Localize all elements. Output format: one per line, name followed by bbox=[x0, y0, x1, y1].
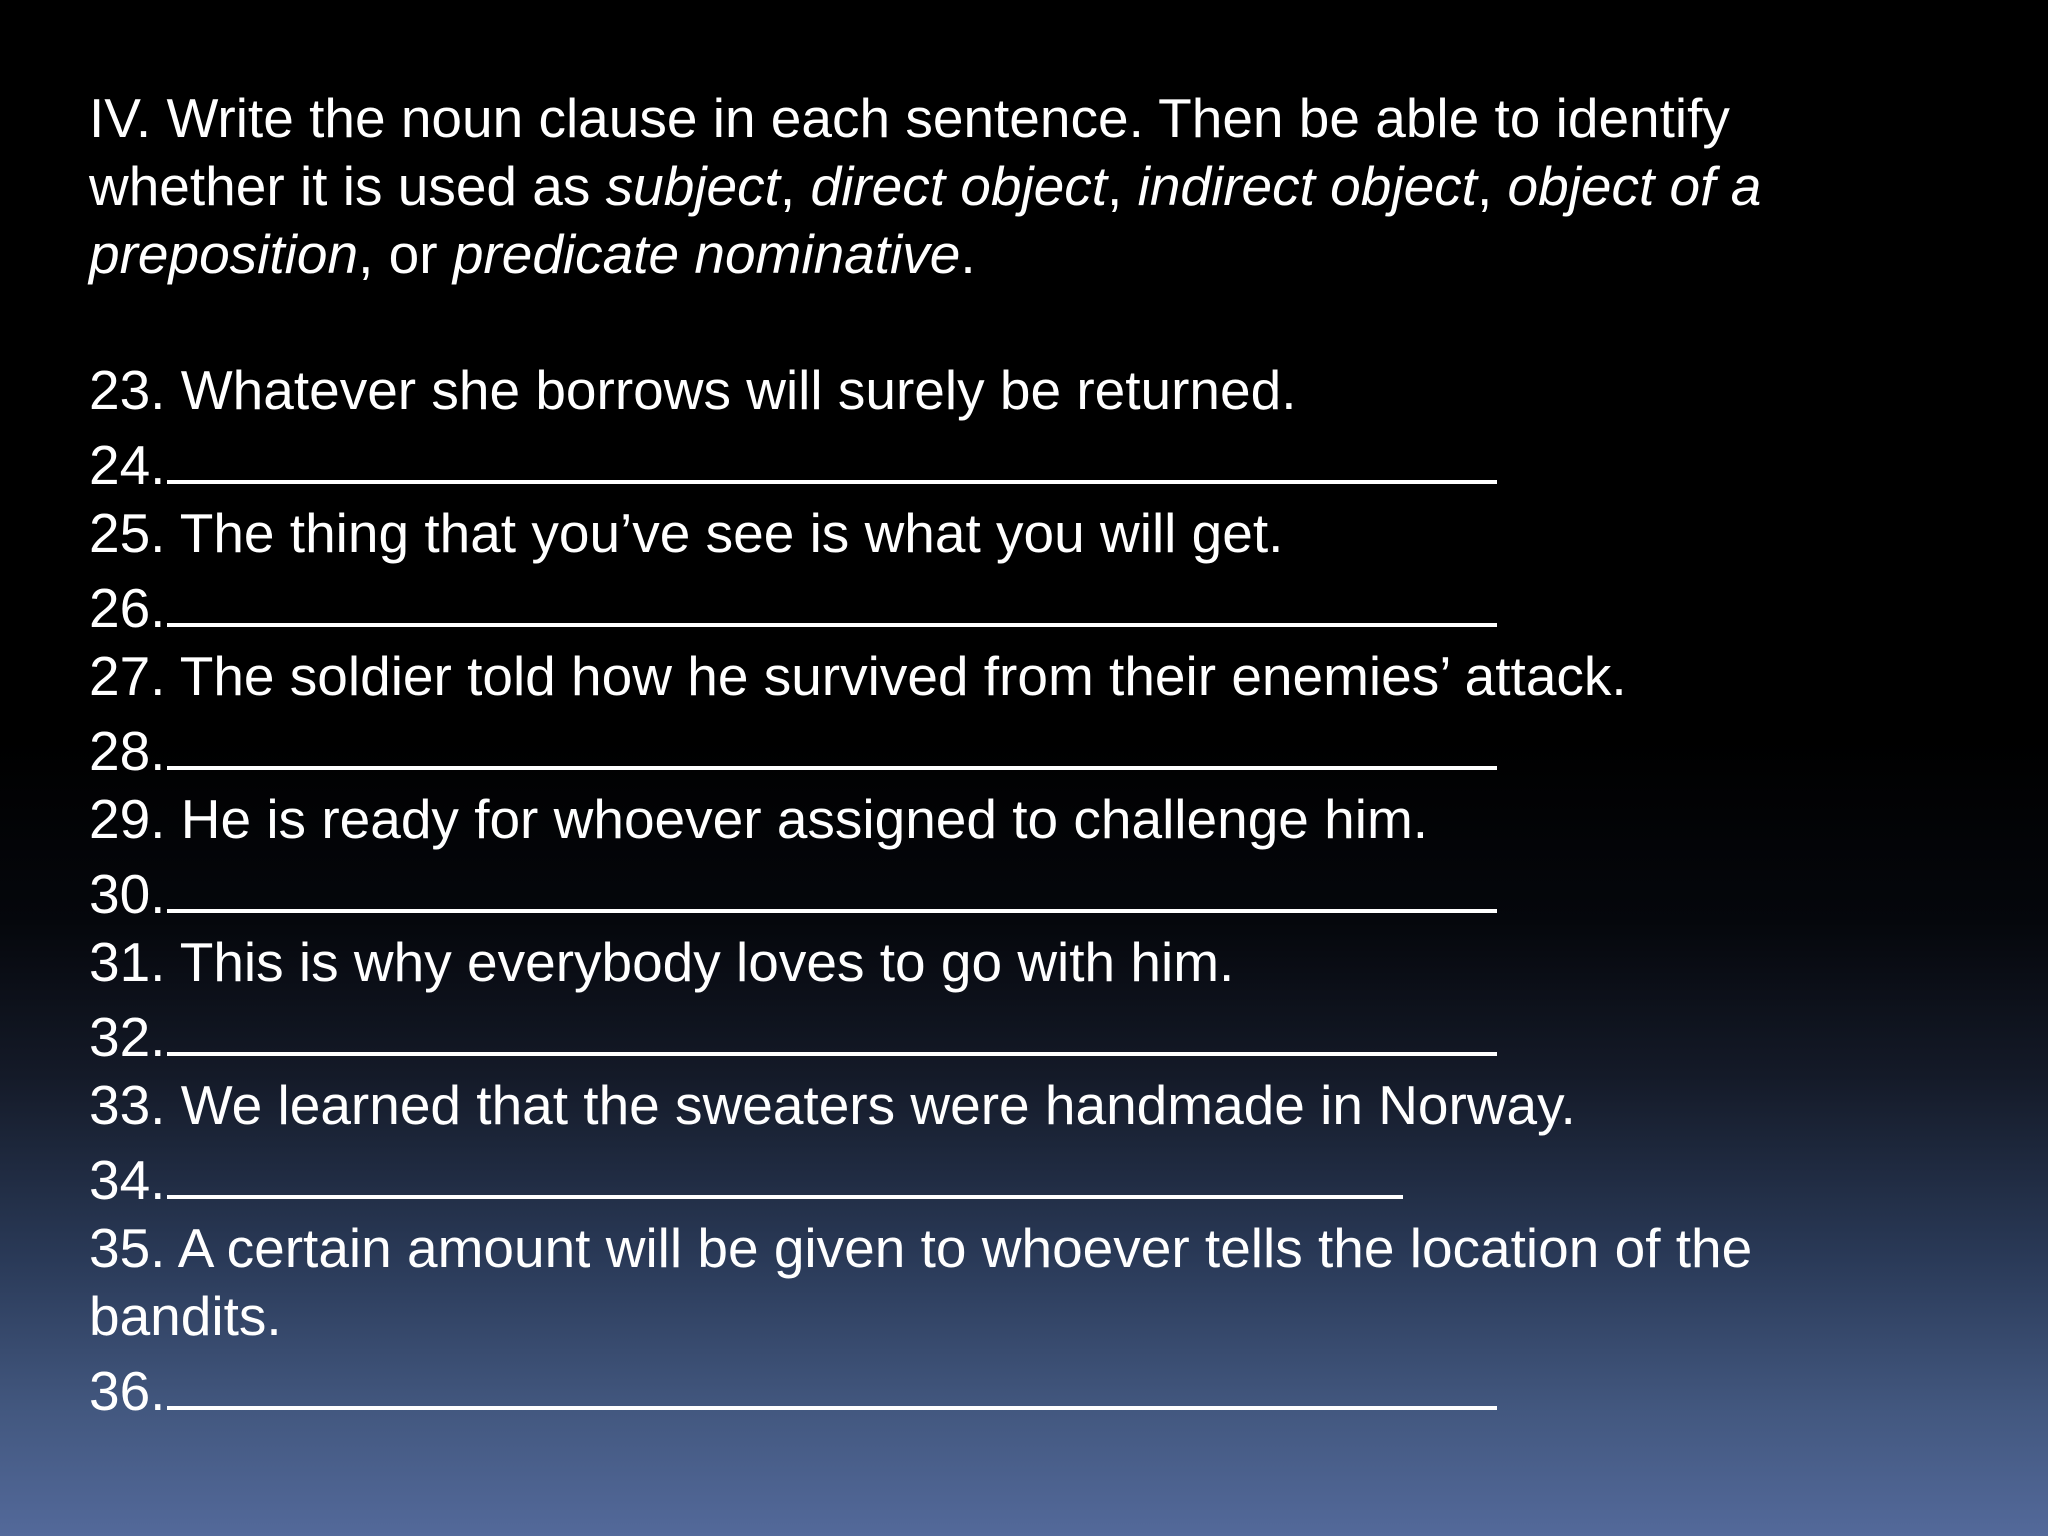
answer-blank[interactable] bbox=[167, 1139, 1403, 1199]
answer-number: 34. bbox=[89, 1149, 166, 1211]
answer-number: 28. bbox=[89, 720, 166, 782]
answer-blank[interactable] bbox=[167, 424, 1497, 484]
separator: , bbox=[779, 155, 811, 217]
sentence-23 bbox=[89, 356, 1989, 424]
separator: , bbox=[1107, 155, 1138, 217]
sentence-29 bbox=[89, 785, 1989, 853]
answer-blank[interactable] bbox=[167, 996, 1497, 1056]
sentence-text: 33. We learned that the sweaters were handmade in Norway. bbox=[89, 1074, 1576, 1136]
sentence-text: bandits. bbox=[89, 1285, 282, 1347]
sentence-text: 35. A certain amount will be given to whoever tells the location of the bbox=[89, 1217, 1753, 1279]
answer-number: 24. bbox=[89, 434, 166, 496]
answer-32 bbox=[89, 996, 1989, 1071]
sentence-33 bbox=[89, 1071, 1989, 1139]
separator: , bbox=[1476, 155, 1508, 217]
sentence-25 bbox=[89, 499, 1989, 567]
sentence-text: 25. The thing that you’ve see is what you will get. bbox=[89, 502, 1284, 564]
role-object-of-preposition-cont: preposition bbox=[89, 223, 359, 285]
answer-28 bbox=[89, 710, 1989, 785]
answer-blank[interactable] bbox=[167, 710, 1497, 770]
role-predicate-nominative: predicate nominative bbox=[452, 223, 961, 285]
answer-36 bbox=[89, 1350, 1989, 1425]
answer-number: 30. bbox=[89, 863, 166, 925]
sentence-text: 27. The soldier told how he survived from their enemies’ attack. bbox=[89, 645, 1627, 707]
answer-number: 26. bbox=[89, 577, 166, 639]
answer-30 bbox=[89, 853, 1989, 928]
instructions-text: whether it is used as bbox=[89, 155, 606, 217]
answer-26 bbox=[89, 567, 1989, 642]
sentence-35 bbox=[89, 1214, 1989, 1282]
answer-blank[interactable] bbox=[167, 567, 1497, 627]
instructions-text: IV. Write the noun clause in each sentence. Then be able to identify bbox=[89, 87, 1730, 149]
answer-number: 36. bbox=[89, 1360, 166, 1422]
answer-blank[interactable] bbox=[167, 853, 1497, 913]
role-object-of-preposition: object of a bbox=[1507, 155, 1762, 217]
slide-content bbox=[89, 84, 1989, 1425]
sentence-text: 31. This is why everybody loves to go with him. bbox=[89, 931, 1235, 993]
instructions bbox=[89, 84, 1989, 288]
sentence-text: 29. He is ready for whoever assigned to challenge him. bbox=[89, 788, 1429, 850]
period: . bbox=[960, 223, 976, 285]
sentence-35-cont bbox=[89, 1282, 1989, 1350]
answer-blank[interactable] bbox=[167, 1350, 1497, 1410]
sentence-31 bbox=[89, 928, 1989, 996]
answer-24 bbox=[89, 424, 1989, 499]
role-indirect-object: indirect object bbox=[1137, 155, 1477, 217]
answer-34 bbox=[89, 1139, 1989, 1214]
answer-number: 32. bbox=[89, 1006, 166, 1068]
role-direct-object: direct object bbox=[810, 155, 1108, 217]
sentence-text: 23. Whatever she borrows will surely be returned. bbox=[89, 359, 1297, 421]
instructions-line-2 bbox=[89, 152, 1989, 220]
instructions-line-1 bbox=[89, 84, 1989, 152]
role-subject: subject bbox=[605, 155, 780, 217]
sentence-27 bbox=[89, 642, 1989, 710]
separator: , or bbox=[358, 223, 453, 285]
instructions-line-3 bbox=[89, 220, 1989, 288]
